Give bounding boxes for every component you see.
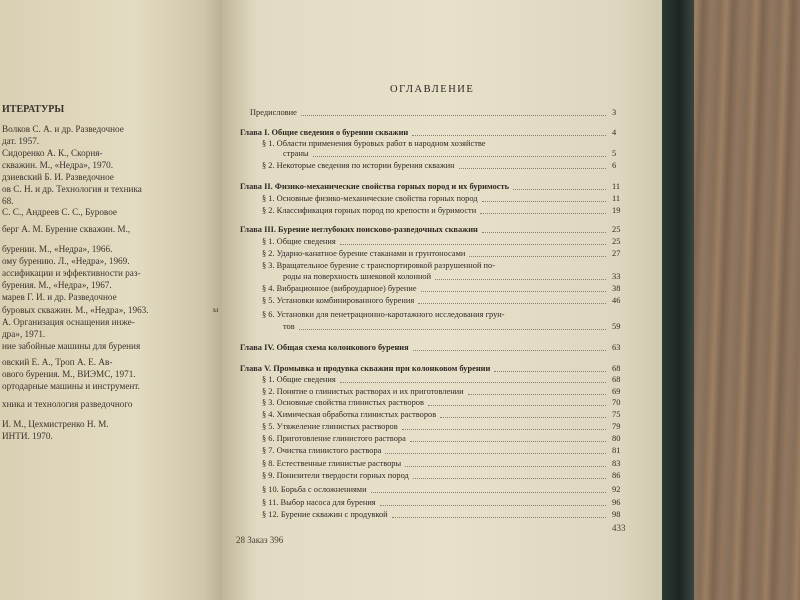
left-page-line: бурения. М., «Недра», 1967. xyxy=(2,280,112,290)
left-page-line: бурении. М., «Недра», 1966. xyxy=(2,244,113,254)
left-page-line: Сидоренко А. К., Скорня- xyxy=(2,148,103,158)
toc-leader xyxy=(435,279,606,280)
toc-entry: § 2. Некоторые сведения по истории бурения скважин xyxy=(262,161,455,170)
toc-page-number: 83 xyxy=(612,459,621,468)
left-page xyxy=(0,0,222,600)
toc-page-number: 98 xyxy=(612,510,621,519)
left-page-line: С. С., Андреев С. С., Буровое xyxy=(2,207,117,217)
left-page-line: ортодарные машины и инструмент. xyxy=(2,381,140,391)
left-page-line: овский Е. А., Троп А. Е. Ав- xyxy=(2,357,113,367)
left-page-line: А. Организация оснащения инже- xyxy=(2,317,135,327)
toc-leader xyxy=(428,405,606,406)
toc-leader xyxy=(459,168,606,169)
toc-page-number: 6 xyxy=(612,161,617,170)
toc-page-number: 79 xyxy=(612,422,621,431)
toc-leader xyxy=(412,135,606,136)
toc-leader xyxy=(482,232,606,233)
toc-leader xyxy=(380,505,606,506)
toc-page-number: 19 xyxy=(612,206,621,215)
toc-entry: § 1. Области применения буровых работ в народном хозяйстве xyxy=(262,139,486,148)
toc-leader xyxy=(413,478,606,479)
book-cover-edge xyxy=(658,0,694,600)
toc-leader xyxy=(418,303,606,304)
toc-entry: страны xyxy=(283,149,309,158)
toc-leader xyxy=(340,382,606,383)
toc-entry: § 4. Вибрационное (виброударное) бурение xyxy=(262,284,417,293)
toc-title: ОГЛАВЛЕНИЕ xyxy=(390,84,475,95)
toc-entry: роды на поверхность шнековой колонной xyxy=(283,272,432,281)
left-page-line: дзиевский Б. И. Разведочное xyxy=(2,172,114,182)
toc-entry: § 10. Борьба с осложнениями xyxy=(262,485,367,494)
toc-page-number: 4 xyxy=(612,128,617,137)
toc-leader xyxy=(513,189,606,190)
toc-leader xyxy=(301,115,606,116)
toc-entry: Глава III. Бурение неглубоких поисково-разведочных скважин xyxy=(240,225,478,234)
toc-page-number: 25 xyxy=(612,237,621,246)
toc-page-number: 68 xyxy=(612,375,621,384)
toc-page-number: 11 xyxy=(612,182,621,191)
toc-entry: Глава IV. Общая схема колонкового бурения xyxy=(240,343,409,352)
toc-entry: § 3. Вращательное бурение с транспортировкой разрушенной по- xyxy=(262,261,495,270)
toc-entry: § 9. Понизители твердости горных пород xyxy=(262,471,409,480)
toc-leader xyxy=(340,244,606,245)
toc-entry: § 12. Бурение скважин с продувкой xyxy=(262,510,388,519)
toc-page-number: 75 xyxy=(612,410,621,419)
left-page-line: ИНТИ. 1970. xyxy=(2,431,53,441)
footer-page-number: 433 xyxy=(612,523,626,533)
toc-page-number: 70 xyxy=(612,398,621,407)
toc-leader xyxy=(405,466,606,467)
toc-entry: § 1. Общие сведения xyxy=(262,237,336,246)
toc-leader xyxy=(413,350,606,351)
toc-entry: Глава V. Промывка и продувка скважин при колонковом бурении xyxy=(240,364,491,373)
left-page-line: ового бурения. М., ВИЭМС, 1971. xyxy=(2,369,136,379)
left-page-line: 68. xyxy=(2,196,14,206)
toc-entry: § 2. Понятие о глинистых растворах и их приготовлении xyxy=(262,387,464,396)
toc-entry: тов xyxy=(283,322,295,331)
toc-entry: § 6. Установки для пенетрационно-каротажного исследования грун- xyxy=(262,310,505,319)
left-page-line: ИТЕРАТУРЫ xyxy=(2,104,65,115)
toc-leader xyxy=(299,329,606,330)
toc-entry: § 2. Классификация горных пород по крепости и буримости xyxy=(262,206,477,215)
toc-leader xyxy=(410,441,606,442)
toc-entry: Предисловие xyxy=(250,108,297,117)
toc-entry: Глава II. Физико-механические свойства горных пород и их буримость xyxy=(240,182,510,191)
toc-entry: § 6. Приготовление глинистого раствора xyxy=(262,434,406,443)
toc-leader xyxy=(468,394,606,395)
left-page-line: буровых скважин. М., «Недра», 1963. xyxy=(2,305,149,315)
toc-entry: § 2. Ударно-канатное бурение стаканами и грунтоносами xyxy=(262,249,466,258)
left-page-line: хника и технология разведочного xyxy=(2,399,133,409)
left-page-line: марев Г. И. и др. Разведочное xyxy=(2,292,117,302)
toc-leader xyxy=(480,213,606,214)
left-page-line: дат. 1957. xyxy=(2,136,40,146)
toc-page-number: 38 xyxy=(612,284,621,293)
toc-page-number: 3 xyxy=(612,108,617,117)
toc-entry: § 11. Выбор насоса для бурения xyxy=(262,498,376,507)
toc-leader xyxy=(469,256,606,257)
left-page-line: скважин. М., «Недра», 1970. xyxy=(2,160,114,170)
toc-entry: § 1. Общие сведения xyxy=(262,375,336,384)
left-page-line: ов С. Н. и др. Технология и техника xyxy=(2,184,142,194)
left-page-line: ние забойные машины для бурения xyxy=(2,341,141,351)
toc-page-number: 27 xyxy=(612,249,621,258)
toc-page-number: 69 xyxy=(612,387,621,396)
toc-page-number: 80 xyxy=(612,434,621,443)
toc-entry: § 8. Естественные глинистые растворы xyxy=(262,459,402,468)
gutter-mark: ы xyxy=(213,305,219,314)
toc-page-number: 81 xyxy=(612,446,621,455)
toc-page-number: 33 xyxy=(612,272,621,281)
left-page-line: ому бурению. Л., «Недра», 1969. xyxy=(2,256,130,266)
toc-entry: § 4. Химическая обработка глинистых растворов xyxy=(262,410,437,419)
toc-page-number: 11 xyxy=(612,194,621,203)
toc-entry: § 1. Основные физико-механические свойства горных пород xyxy=(262,194,478,203)
toc-entry: Глава I. Общие сведения о бурении скважин xyxy=(240,128,409,137)
toc-leader xyxy=(440,417,606,418)
toc-page-number: 92 xyxy=(612,485,621,494)
toc-leader xyxy=(313,156,606,157)
toc-leader xyxy=(392,517,606,518)
toc-page-number: 68 xyxy=(612,364,621,373)
toc-entry: § 5. Утяжеление глинистых растворов xyxy=(262,422,398,431)
toc-entry: § 7. Очистка глинистого раствора xyxy=(262,446,382,455)
toc-page-number: 59 xyxy=(612,322,621,331)
toc-page-number: 25 xyxy=(612,225,621,234)
toc-page-number: 96 xyxy=(612,498,621,507)
toc-page-number: 63 xyxy=(612,343,621,352)
toc-page-number: 5 xyxy=(612,149,617,158)
left-page-line: ассификации и эффективности раз- xyxy=(2,268,141,278)
toc-leader xyxy=(385,453,606,454)
toc-leader xyxy=(402,429,606,430)
toc-entry: § 5. Установки комбинированного бурения xyxy=(262,296,415,305)
toc-page-number: 86 xyxy=(612,471,621,480)
left-page-line: берг А. М. Бурение скважин. М., xyxy=(2,224,131,234)
toc-leader xyxy=(482,201,606,202)
toc-entry: § 3. Основные свойства глинистых растворов xyxy=(262,398,424,407)
footer-signature: 28 Заказ 396 xyxy=(236,535,284,545)
toc-leader xyxy=(371,492,606,493)
left-page-line: Волков С. А. и др. Разведочное xyxy=(2,124,124,134)
toc-leader xyxy=(494,371,606,372)
left-page-line: дра», 1971. xyxy=(2,329,46,339)
toc-leader xyxy=(421,291,606,292)
toc-page-number: 46 xyxy=(612,296,621,305)
left-page-line: И. М., Цехмистренко Н. М. xyxy=(2,419,109,429)
